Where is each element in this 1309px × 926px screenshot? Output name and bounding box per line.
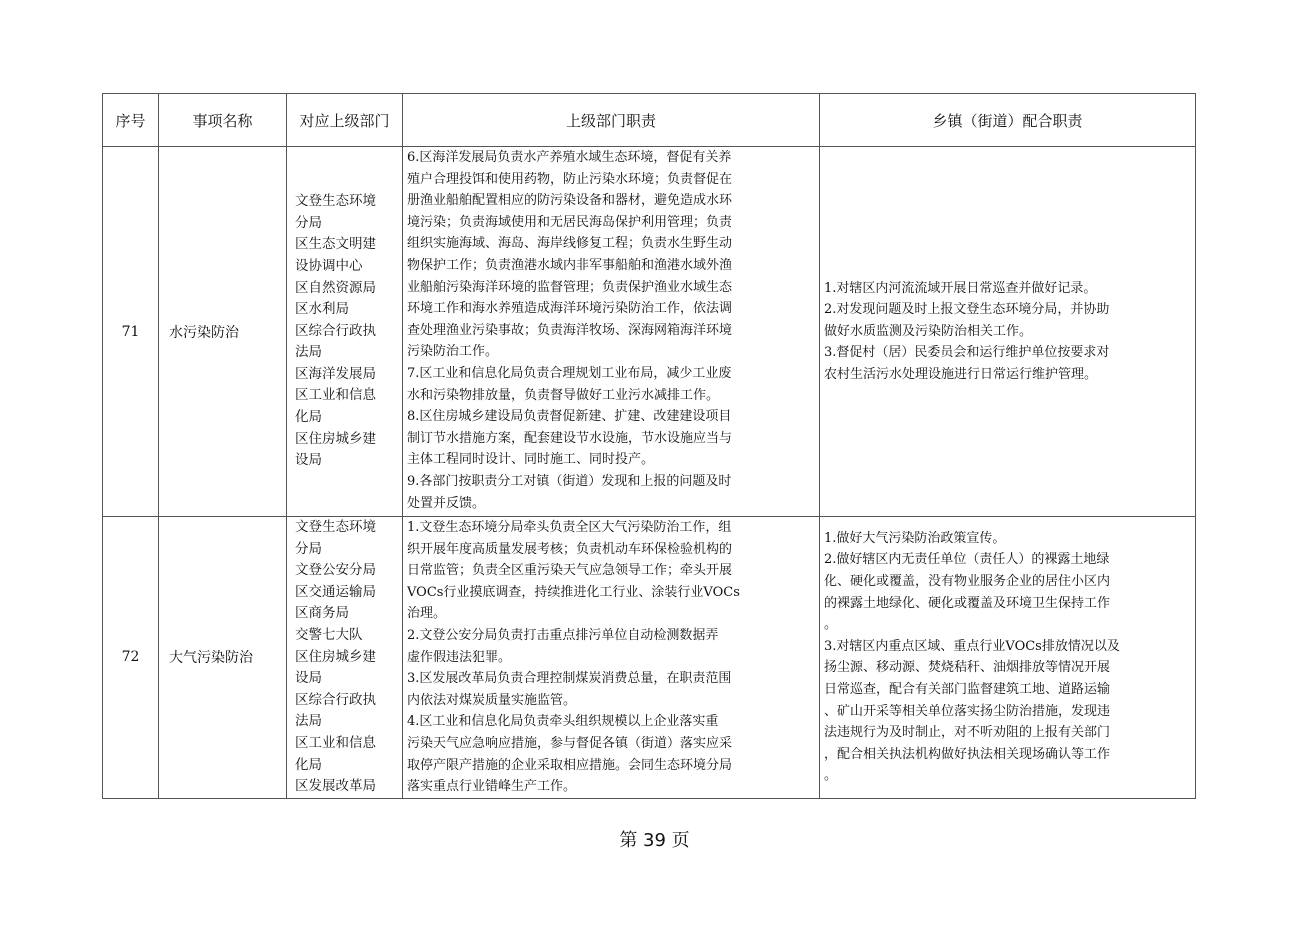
dept-line: 区住房城乡建 [295,430,376,447]
row-superior-duties [403,517,820,799]
coop-line: 2.做好辖区内无责任单位（责任人）的裸露土地绿 [824,552,1110,568]
coop-line: 化、硬化或覆盖，没有物业服务企业的居住小区内 [824,573,1111,589]
duty-line: 虚作假违法犯罪。 [407,649,512,665]
duty-line: 1.文登生态环境分局牵头负责全区大气污染防治工作，组 [407,520,732,535]
duty-line: 册渔业船舶配置相应的防污染设备和器材，避免造成水环 [407,193,733,209]
header-duty: 上级部门职责 [403,94,820,147]
row-town-cooperation [820,517,1196,799]
dept-line: 分局 [295,540,322,557]
dept-line: 法局 [295,713,322,730]
duty-line: 物保护工作；负责渔港水域内非军事船舶和渔港水域外渔 [407,257,733,273]
row-superior-duties [403,147,820,517]
duty-line: 处置并反馈。 [407,495,486,511]
coop-line: 2.对发现问题及时上报文登生态环境分局，并协助 [824,302,1110,318]
dept-line: 区海洋发展局 [295,365,376,382]
duty-line: 环境工作和海水养殖造成海洋环境污染防治工作，依法调 [407,301,733,317]
duty-line: 日常监管；负责全区重污染天气应急领导工作；牵头开展 [407,563,733,579]
header-dept: 对应上级部门 [287,94,403,147]
duty-line: 组织实施海域、海岛、海岸线修复工程；负责水生野生动 [407,236,733,252]
dept-line: 化局 [295,756,322,773]
page-number: 第 39 页 [619,830,690,851]
duty-line: 殖户合理投饵和使用药物，防止污染水环境；负责督促在 [407,171,733,187]
dept-line: 区商务局 [295,605,349,622]
coop-line: ，配合相关执法机构做好执法相关现场确认等工作 [824,746,1111,762]
row-item-name: 大气污染防治 [159,517,287,799]
dept-line: 设协调中心 [295,257,363,274]
duty-line: 9.各部门按职责分工对镇（街道）发现和上报的问题及时 [407,473,732,489]
dept-line: 文登公安分局 [295,562,376,579]
dept-line: 化局 [295,409,322,426]
dept-line: 文登生态环境 [295,519,376,535]
duty-line: 水和污染物排放量，负责督导做好工业污水减排工作。 [407,387,720,403]
row-seq: 71 [103,147,159,517]
duty-line: 污染防治工作。 [407,344,499,360]
coop-line: 日常巡查，配合有关部门监督建筑工地、道路运输 [824,681,1111,697]
duty-line: 取停产限产措施的企业采取相应措施。会同生态环境分局 [407,757,733,773]
duty-table [102,93,1196,799]
table-row [103,517,1196,799]
duty-line: 6.区海洋发展局负责水产养殖水域生态环境，督促有关养 [407,150,732,165]
dept-line: 区发展改革局 [295,778,376,795]
row-town-cooperation [820,147,1196,517]
duty-line: 内依法对煤炭质量实施监管。 [407,692,577,708]
dept-line: 交警七大队 [295,626,363,643]
duty-line: 制订节水措施方案，配套建设节水设施，节水设施应当与 [407,430,733,446]
dept-line: 区自然资源局 [295,279,376,296]
coop-line: 。 [824,768,838,784]
dept-line: 区工业和信息 [295,734,376,751]
dept-line: 区综合行政执 [295,691,376,708]
dept-line: 设局 [295,452,322,469]
duty-line: 治理。 [407,606,447,622]
duty-line: 3.区发展改革局负责合理控制煤炭消费总量，在职责范围 [407,671,732,687]
dept-line: 区工业和信息 [295,387,376,404]
coop-line: 1.对辖区内河流流域开展日常巡查并做好记录。 [824,280,1097,296]
duty-line: 4.区工业和信息化局负责牵头组织规模以上企业落实重 [407,714,719,730]
coop-line: 法违规行为及时制止，对不听劝阻的上报有关部门 [824,725,1111,741]
duty-line: 8.区住房城乡建设局负责督促新建、扩建、改建建设项目 [407,409,732,425]
dept-line: 文登生态环境 [295,193,376,210]
duty-line: 7.区工业和信息化局负责合理规划工业布局，减少工业废 [407,365,732,381]
row-item-name: 水污染防治 [159,147,287,517]
row-seq: 72 [103,517,159,799]
duty-line: 境污染；负责海域使用和无居民海岛保护利用管理；负责 [407,214,733,230]
dept-line: 区交通运输局 [295,583,376,600]
dept-line: 设局 [295,670,322,687]
duty-line: 落实重点行业错峰生产工作。 [407,779,577,795]
table-row [103,147,1196,517]
dept-line: 区住房城乡建 [295,648,376,665]
row-departments [287,517,403,799]
duty-line: 污染天气应急响应措施，参与督促各镇（街道）落实应采 [407,735,733,751]
header-coop: 乡镇（街道）配合职责 [820,94,1196,147]
dept-line: 区生态文明建 [295,236,376,253]
coop-line: 扬尘源、移动源、焚烧秸秆、油烟排放等情况开展 [824,660,1111,676]
coop-line: 3.对辖区内重点区域、重点行业VOCs排放情况以及 [824,638,1120,654]
coop-line: 1.做好大气污染防治政策宣传。 [824,530,1006,546]
duty-line: 织开展年度高质量发展考核；负责机动车环保检验机构的 [407,541,733,557]
coop-line: 3.督促村（居）民委员会和运行维护单位按要求对 [824,345,1110,361]
duty-line: 主体工程同时设计、同时施工、同时投产。 [407,452,655,468]
duty-line: 业船舶污染海洋环境的监督管理；负责保护渔业水域生态 [407,279,733,295]
duty-line: 2.文登公安分局负责打击重点排污单位自动检测数据弄 [407,627,719,643]
dept-line: 法局 [295,344,322,361]
header-name: 事项名称 [159,94,287,147]
coop-line: 做好水质监测及污染防治相关工作。 [824,323,1033,339]
header-seq: 序号 [103,94,159,147]
table-header-row [103,94,1196,147]
duty-line: VOCs行业摸底调查，持续推进化工行业、涂装行业VOCs [407,584,740,600]
coop-line: 农村生活污水处理设施进行日常运行维护管理。 [824,366,1098,382]
dept-line: 区水利局 [295,301,349,318]
duty-line: 查处理渔业污染事故；负责海洋牧场、深海网箱海洋环境 [407,322,733,338]
coop-line: 的裸露土地绿化、硬化或覆盖及环境卫生保持工作 [824,595,1111,611]
dept-line: 区综合行政执 [295,322,376,339]
coop-line: 。 [824,617,838,633]
dept-line: 分局 [295,214,322,231]
coop-line: 、矿山开采等相关单位落实扬尘防治措施，发现违 [824,703,1111,719]
row-departments [287,147,403,517]
